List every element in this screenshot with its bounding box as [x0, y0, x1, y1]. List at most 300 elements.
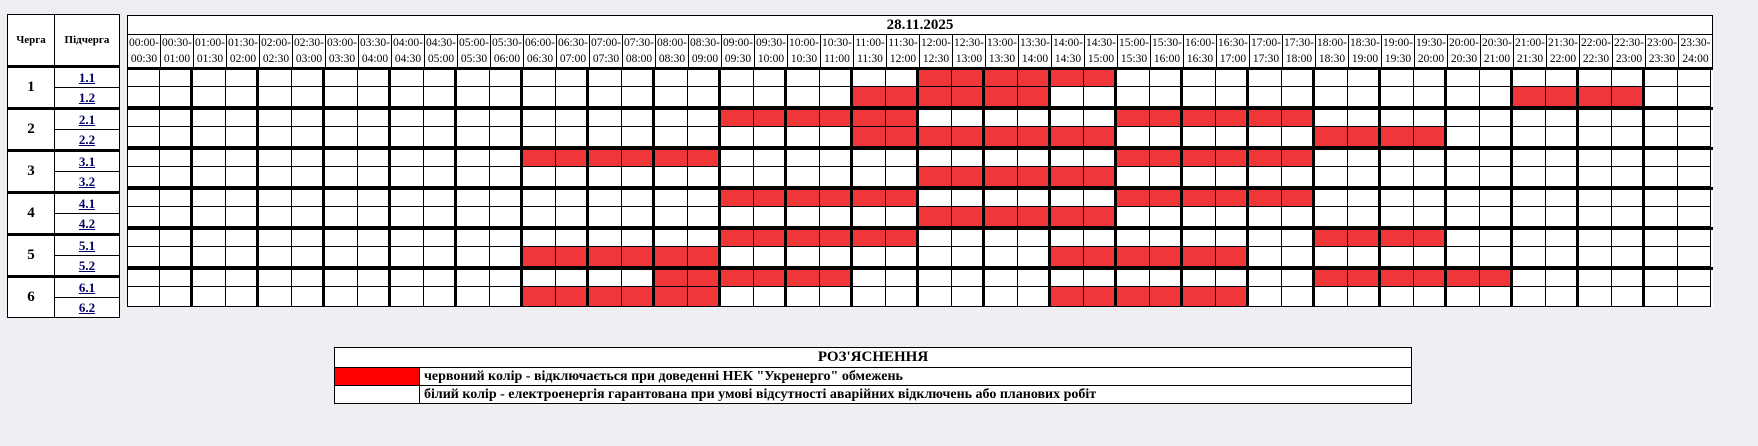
time-slot-end: 11:00: [824, 53, 850, 65]
outage-slot: [556, 150, 589, 167]
power-slot: [1018, 110, 1051, 127]
power-slot: [787, 167, 820, 187]
power-slot: [952, 190, 985, 207]
outage-slot: [1579, 87, 1612, 107]
power-slot: [1348, 70, 1381, 87]
power-slot: [1051, 110, 1084, 127]
power-slot: [1348, 190, 1381, 207]
time-slot-start: 09:00-: [722, 37, 754, 49]
power-slot: [358, 150, 391, 167]
outage-slot: [1117, 110, 1150, 127]
power-slot: [1249, 287, 1282, 307]
power-slot: [886, 167, 919, 187]
time-slot-header: [623, 35, 656, 67]
power-slot: [1150, 270, 1183, 287]
time-slot-end: 19:00: [1351, 53, 1379, 65]
power-slot: [1249, 70, 1282, 87]
subqueue-link[interactable]: 4.2: [78, 215, 96, 231]
outage-slot: [1084, 207, 1117, 227]
time-slot-end: 03:30: [328, 53, 356, 65]
power-slot: [1051, 190, 1084, 207]
time-slot-start: 15:00-: [1118, 37, 1150, 49]
power-slot: [1579, 190, 1612, 207]
power-slot: [1117, 230, 1150, 247]
power-slot: [1546, 127, 1579, 147]
power-slot: [127, 207, 160, 227]
power-slot: [952, 230, 985, 247]
time-slot-start: 06:00-: [524, 37, 556, 49]
power-slot: [1513, 190, 1546, 207]
time-slot-start: 10:30-: [821, 37, 853, 49]
power-slot: [1546, 207, 1579, 227]
power-slot: [556, 110, 589, 127]
power-slot: [1117, 270, 1150, 287]
outage-slot: [886, 230, 919, 247]
power-slot: [226, 247, 259, 267]
time-slot-start: 04:00-: [392, 37, 424, 49]
power-slot: [1447, 167, 1480, 187]
power-slot: [721, 70, 754, 87]
outage-slot: [1612, 87, 1645, 107]
time-slot-start: 13:30-: [1019, 37, 1051, 49]
time-slot-header: [986, 35, 1019, 67]
power-slot: [1645, 230, 1678, 247]
power-slot: [985, 230, 1018, 247]
subqueue-link[interactable]: 2.1: [78, 111, 96, 127]
outage-slot: [1084, 287, 1117, 307]
power-slot: [391, 287, 424, 307]
subqueue-link[interactable]: 5.2: [78, 257, 96, 273]
outage-slot: [1216, 150, 1249, 167]
power-slot: [127, 247, 160, 267]
power-slot: [259, 207, 292, 227]
power-slot: [1447, 230, 1480, 247]
power-slot: [490, 87, 523, 107]
time-slot-header: [392, 35, 425, 67]
time-slot-header: [1580, 35, 1613, 67]
power-slot: [919, 270, 952, 287]
power-slot: [259, 270, 292, 287]
outage-slot: [688, 287, 721, 307]
power-slot: [622, 167, 655, 187]
power-slot: [292, 70, 325, 87]
time-slot-end: 02:00: [229, 53, 257, 65]
power-slot: [391, 87, 424, 107]
outage-slot: [1216, 110, 1249, 127]
power-slot: [1315, 287, 1348, 307]
outage-slot: [721, 230, 754, 247]
outage-slot: [556, 287, 589, 307]
power-slot: [1249, 207, 1282, 227]
power-slot: [655, 190, 688, 207]
power-slot: [1612, 127, 1645, 147]
power-slot: [820, 167, 853, 187]
outage-slot: [1084, 167, 1117, 187]
power-slot: [556, 167, 589, 187]
power-slot: [1414, 87, 1447, 107]
time-slot-start: 07:00-: [590, 37, 622, 49]
power-slot: [193, 127, 226, 147]
power-slot: [1645, 127, 1678, 147]
power-slot: [1315, 150, 1348, 167]
outage-slot: [1183, 150, 1216, 167]
power-slot: [1315, 87, 1348, 107]
power-slot: [1546, 230, 1579, 247]
power-slot: [754, 150, 787, 167]
power-slot: [391, 270, 424, 287]
power-slot: [1546, 190, 1579, 207]
power-slot: [919, 230, 952, 247]
power-slot: [589, 190, 622, 207]
power-slot: [160, 270, 193, 287]
outage-slot: [853, 110, 886, 127]
power-slot: [1216, 207, 1249, 227]
power-slot: [1348, 167, 1381, 187]
power-slot: [127, 127, 160, 147]
power-slot: [523, 87, 556, 107]
schedule-grid: [127, 15, 1713, 307]
power-slot: [1645, 207, 1678, 227]
power-slot: [952, 270, 985, 287]
outage-slot: [952, 127, 985, 147]
outage-slot: [1249, 190, 1282, 207]
queue-label: 3: [8, 151, 55, 193]
subqueue-cell: [55, 130, 120, 151]
power-slot: [655, 127, 688, 147]
time-slot-end: 21:30: [1516, 53, 1544, 65]
time-slot-start: 10:00-: [788, 37, 820, 49]
time-header-row: [127, 34, 1713, 67]
power-slot: [490, 230, 523, 247]
time-slot-end: 10:30: [790, 53, 818, 65]
power-slot: [1051, 270, 1084, 287]
power-slot: [1579, 230, 1612, 247]
power-slot: [1579, 270, 1612, 287]
time-slot-header: [689, 35, 722, 67]
power-slot: [1645, 110, 1678, 127]
outage-slot: [886, 127, 919, 147]
time-slot-header: [1316, 35, 1349, 67]
outage-slot: [1414, 270, 1447, 287]
power-slot: [1579, 287, 1612, 307]
outage-slot: [1150, 150, 1183, 167]
power-slot: [1513, 207, 1546, 227]
schedule-row: [127, 167, 1713, 187]
queue-header: Черга: [8, 15, 55, 67]
power-slot: [226, 70, 259, 87]
power-slot: [226, 110, 259, 127]
time-slot-header: [821, 35, 854, 67]
power-slot: [1579, 207, 1612, 227]
time-slot-header: [1283, 35, 1316, 67]
power-slot: [391, 167, 424, 187]
power-slot: [160, 190, 193, 207]
power-slot: [1513, 270, 1546, 287]
outage-slot: [1216, 190, 1249, 207]
time-slot-end: 15:00: [1087, 53, 1115, 65]
power-slot: [787, 87, 820, 107]
subqueue-cell: [55, 298, 120, 318]
power-slot: [1447, 190, 1480, 207]
outage-slot: [1018, 167, 1051, 187]
time-slot-header: [887, 35, 920, 67]
power-slot: [886, 247, 919, 267]
power-slot: [457, 167, 490, 187]
power-slot: [391, 230, 424, 247]
time-slot-header: [1019, 35, 1052, 67]
power-slot: [1546, 110, 1579, 127]
outage-slot: [1315, 127, 1348, 147]
subqueue-cell: [55, 172, 120, 193]
power-slot: [622, 87, 655, 107]
subqueue-link[interactable]: 6.1: [78, 279, 96, 295]
time-slot-header: [425, 35, 458, 67]
power-slot: [1447, 287, 1480, 307]
power-slot: [1414, 247, 1447, 267]
power-slot: [1084, 270, 1117, 287]
power-slot: [292, 270, 325, 287]
power-slot: [1216, 230, 1249, 247]
time-slot-header: [854, 35, 887, 67]
schedule-date: 28.11.2025: [127, 15, 1713, 34]
power-slot: [490, 167, 523, 187]
power-slot: [391, 70, 424, 87]
power-slot: [622, 207, 655, 227]
power-slot: [259, 167, 292, 187]
power-slot: [985, 247, 1018, 267]
power-slot: [1084, 230, 1117, 247]
power-slot: [754, 87, 787, 107]
power-slot: [1414, 167, 1447, 187]
power-slot: [622, 127, 655, 147]
power-slot: [1678, 70, 1711, 87]
queue-label: 2: [8, 109, 55, 151]
outage-slot: [952, 167, 985, 187]
power-slot: [1513, 287, 1546, 307]
power-slot: [1447, 150, 1480, 167]
time-slot-end: 24:00: [1682, 53, 1709, 65]
time-slot-start: 15:30-: [1151, 37, 1183, 49]
power-slot: [193, 70, 226, 87]
power-slot: [1249, 247, 1282, 267]
outage-slot: [919, 167, 952, 187]
schedule-row: [127, 227, 1713, 247]
power-slot: [1513, 230, 1546, 247]
power-slot: [1546, 70, 1579, 87]
time-slot-end: 06:00: [493, 53, 521, 65]
outage-slot: [820, 270, 853, 287]
time-slot-start: 17:30-: [1283, 37, 1315, 49]
outage-slot: [622, 287, 655, 307]
time-slot-start: 08:30-: [689, 37, 721, 49]
outage-slot: [1051, 247, 1084, 267]
power-slot: [259, 190, 292, 207]
power-slot: [325, 127, 358, 147]
power-slot: [1381, 110, 1414, 127]
power-slot: [853, 207, 886, 227]
subqueue-link[interactable]: 3.1: [78, 153, 96, 169]
power-slot: [1282, 167, 1315, 187]
power-slot: [1315, 167, 1348, 187]
power-slot: [325, 270, 358, 287]
subqueue-link[interactable]: 1.2: [78, 89, 96, 105]
time-slot-header: [227, 35, 260, 67]
time-slot-start: 09:30-: [755, 37, 787, 49]
power-slot: [556, 207, 589, 227]
power-slot: [325, 207, 358, 227]
subqueue-link[interactable]: 1.1: [78, 69, 96, 85]
power-slot: [1447, 87, 1480, 107]
power-slot: [1645, 270, 1678, 287]
outage-slot: [1315, 270, 1348, 287]
time-slot-end: 13:00: [955, 53, 983, 65]
schedule-row: [127, 267, 1713, 287]
time-slot-header: [458, 35, 491, 67]
time-slot-header: [1349, 35, 1382, 67]
queue-table: [7, 14, 120, 318]
schedule-row: [127, 187, 1713, 207]
power-slot: [292, 110, 325, 127]
outage-slot: [721, 190, 754, 207]
power-slot: [1084, 150, 1117, 167]
power-slot: [523, 167, 556, 187]
queue-label: 1: [8, 67, 55, 109]
time-slot-end: 00:30: [130, 53, 158, 65]
subqueue-link[interactable]: 6.2: [78, 299, 96, 315]
time-slot-header: [524, 35, 557, 67]
power-slot: [754, 167, 787, 187]
power-slot: [1249, 167, 1282, 187]
time-slot-header: [920, 35, 953, 67]
power-slot: [193, 207, 226, 227]
power-slot: [787, 287, 820, 307]
power-slot: [688, 190, 721, 207]
power-slot: [1018, 230, 1051, 247]
time-slot-end: 07:30: [592, 53, 620, 65]
power-slot: [1117, 167, 1150, 187]
outage-slot: [589, 287, 622, 307]
power-slot: [1546, 270, 1579, 287]
outage-slot: [1117, 190, 1150, 207]
power-slot: [1513, 70, 1546, 87]
outage-slot: [1183, 247, 1216, 267]
power-slot: [1216, 87, 1249, 107]
power-slot: [787, 127, 820, 147]
power-slot: [886, 287, 919, 307]
power-slot: [325, 150, 358, 167]
time-slot-end: 21:00: [1483, 53, 1511, 65]
power-slot: [589, 127, 622, 147]
subqueue-cell: [55, 277, 120, 298]
power-slot: [1051, 150, 1084, 167]
time-slot-header: [788, 35, 821, 67]
power-slot: [160, 207, 193, 227]
time-slot-end: 16:30: [1186, 53, 1214, 65]
power-slot: [589, 70, 622, 87]
power-slot: [787, 207, 820, 227]
power-slot: [292, 287, 325, 307]
outage-slot: [655, 287, 688, 307]
power-slot: [292, 230, 325, 247]
time-slot-start: 01:00-: [194, 37, 226, 49]
power-slot: [259, 110, 292, 127]
time-slot-end: 18:30: [1318, 53, 1346, 65]
outage-slot: [1183, 287, 1216, 307]
power-slot: [820, 287, 853, 307]
power-slot: [1579, 150, 1612, 167]
power-slot: [1348, 150, 1381, 167]
time-slot-header: [194, 35, 227, 67]
power-slot: [1117, 127, 1150, 147]
outage-slot: [886, 190, 919, 207]
schedule-row: [127, 87, 1713, 107]
power-slot: [754, 287, 787, 307]
power-slot: [424, 167, 457, 187]
power-slot: [457, 110, 490, 127]
power-slot: [721, 287, 754, 307]
time-slot-end: 12:30: [922, 53, 950, 65]
power-slot: [1348, 287, 1381, 307]
power-slot: [820, 150, 853, 167]
power-slot: [1117, 207, 1150, 227]
power-slot: [457, 230, 490, 247]
time-slot-end: 04:00: [361, 53, 389, 65]
subqueue-link[interactable]: 5.1: [78, 237, 96, 253]
power-slot: [754, 127, 787, 147]
time-slot-start: 21:30-: [1547, 37, 1579, 49]
power-slot: [523, 190, 556, 207]
time-slot-start: 23:30-: [1680, 37, 1711, 49]
outage-slot: [1381, 230, 1414, 247]
legend-white-swatch: [335, 386, 420, 404]
power-slot: [1348, 110, 1381, 127]
subqueue-link[interactable]: 3.2: [78, 173, 96, 189]
power-slot: [1645, 87, 1678, 107]
power-slot: [1150, 167, 1183, 187]
time-slot-header: [326, 35, 359, 67]
power-slot: [358, 167, 391, 187]
time-slot-header: [1547, 35, 1580, 67]
power-slot: [160, 230, 193, 247]
power-slot: [721, 167, 754, 187]
outage-slot: [820, 190, 853, 207]
power-slot: [622, 230, 655, 247]
outage-slot: [1414, 127, 1447, 147]
power-slot: [1282, 207, 1315, 227]
power-slot: [589, 230, 622, 247]
time-slot-start: 18:30-: [1349, 37, 1381, 49]
power-slot: [1579, 167, 1612, 187]
power-slot: [193, 287, 226, 307]
subqueue-link[interactable]: 4.1: [78, 195, 96, 211]
time-slot-start: 01:30-: [227, 37, 259, 49]
power-slot: [127, 87, 160, 107]
outage-slot: [1348, 270, 1381, 287]
power-slot: [1678, 167, 1711, 187]
power-slot: [1513, 247, 1546, 267]
power-slot: [1414, 150, 1447, 167]
power-slot: [193, 167, 226, 187]
legend: [334, 347, 1412, 404]
power-slot: [457, 287, 490, 307]
power-slot: [325, 167, 358, 187]
outage-slot: [1216, 247, 1249, 267]
time-slot-start: 00:00-: [128, 37, 160, 49]
subqueue-link[interactable]: 2.2: [78, 131, 96, 147]
time-slot-start: 21:00-: [1514, 37, 1546, 49]
power-slot: [655, 87, 688, 107]
power-slot: [721, 247, 754, 267]
